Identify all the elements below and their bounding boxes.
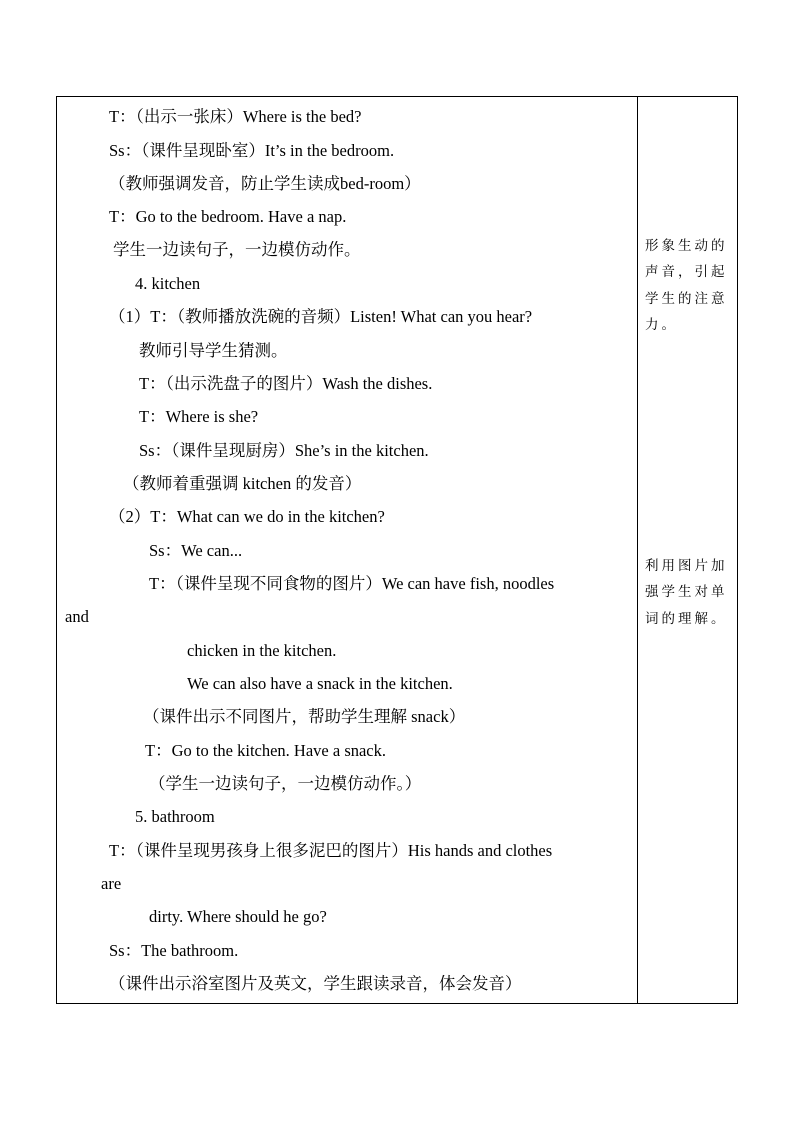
- lesson-line: Ss：We can...: [149, 541, 243, 560]
- lesson-line: We can also have a snack in the kitchen.: [187, 674, 453, 693]
- note-line: 力。: [645, 317, 678, 333]
- section-heading: 5. bathroom: [135, 807, 215, 826]
- lesson-line: dirty. Where should he go?: [149, 907, 327, 926]
- lesson-line: 教师引导学生猜测。: [139, 341, 288, 360]
- note-line: 声音，引起: [645, 264, 728, 280]
- lesson-line: T：Go to the kitchen. Have a snack.: [145, 741, 387, 760]
- lesson-line: 学生一边读句子，一边模仿动作。: [113, 240, 361, 259]
- lesson-line: are: [101, 874, 122, 893]
- note-line: 学生的注意: [645, 291, 728, 307]
- lesson-line: chicken in the kitchen.: [187, 641, 337, 660]
- lesson-line: Ss：The bathroom.: [109, 941, 239, 960]
- note-line: 强学生对单: [645, 584, 728, 600]
- lesson-line: T：（课件呈现男孩身上很多泥巴的图片）His hands and clothes: [109, 841, 553, 860]
- lesson-line: T：（课件呈现不同食物的图片）We can have fish, noodles: [149, 574, 555, 593]
- lesson-line: T：（出示洗盘子的图片）Wash the dishes.: [139, 374, 433, 393]
- lesson-line: Ss：（课件呈现卧室）It’s in the bedroom.: [109, 141, 395, 160]
- note-line: 词的理解。: [645, 611, 728, 627]
- note-line: 利用图片加: [645, 558, 728, 574]
- lesson-line: （课件出示浴室图片及英文，学生跟读录音，体会发音）: [109, 974, 522, 993]
- lesson-line: （课件出示不同图片，帮助学生理解 snack）: [143, 707, 466, 726]
- lesson-line: （1）T：（教师播放洗碗的音频）Listen! What can you hear?: [109, 307, 533, 326]
- lesson-line: T：（出示一张床）Where is the bed?: [109, 107, 362, 126]
- lesson-line: T：Go to the bedroom. Have a nap.: [109, 207, 347, 226]
- lesson-line: T：Where is she?: [139, 407, 259, 426]
- lesson-line: （2）T：What can we do in the kitchen?: [109, 507, 385, 526]
- lesson-line: and: [65, 607, 89, 626]
- section-heading: 4. kitchen: [135, 274, 201, 293]
- lesson-line: Ss：（课件呈现厨房）She’s in the kitchen.: [139, 441, 429, 460]
- lesson-line: （学生一边读句子，一边模仿动作。）: [149, 774, 422, 793]
- note-line: 形象生动的: [645, 238, 728, 254]
- column-divider: [637, 97, 638, 1003]
- lesson-line: （教师着重强调 kitchen 的发音）: [123, 474, 362, 493]
- lesson-line: （教师强调发音，防止学生读成bed-room）: [109, 174, 421, 193]
- lesson-table: [56, 96, 738, 1004]
